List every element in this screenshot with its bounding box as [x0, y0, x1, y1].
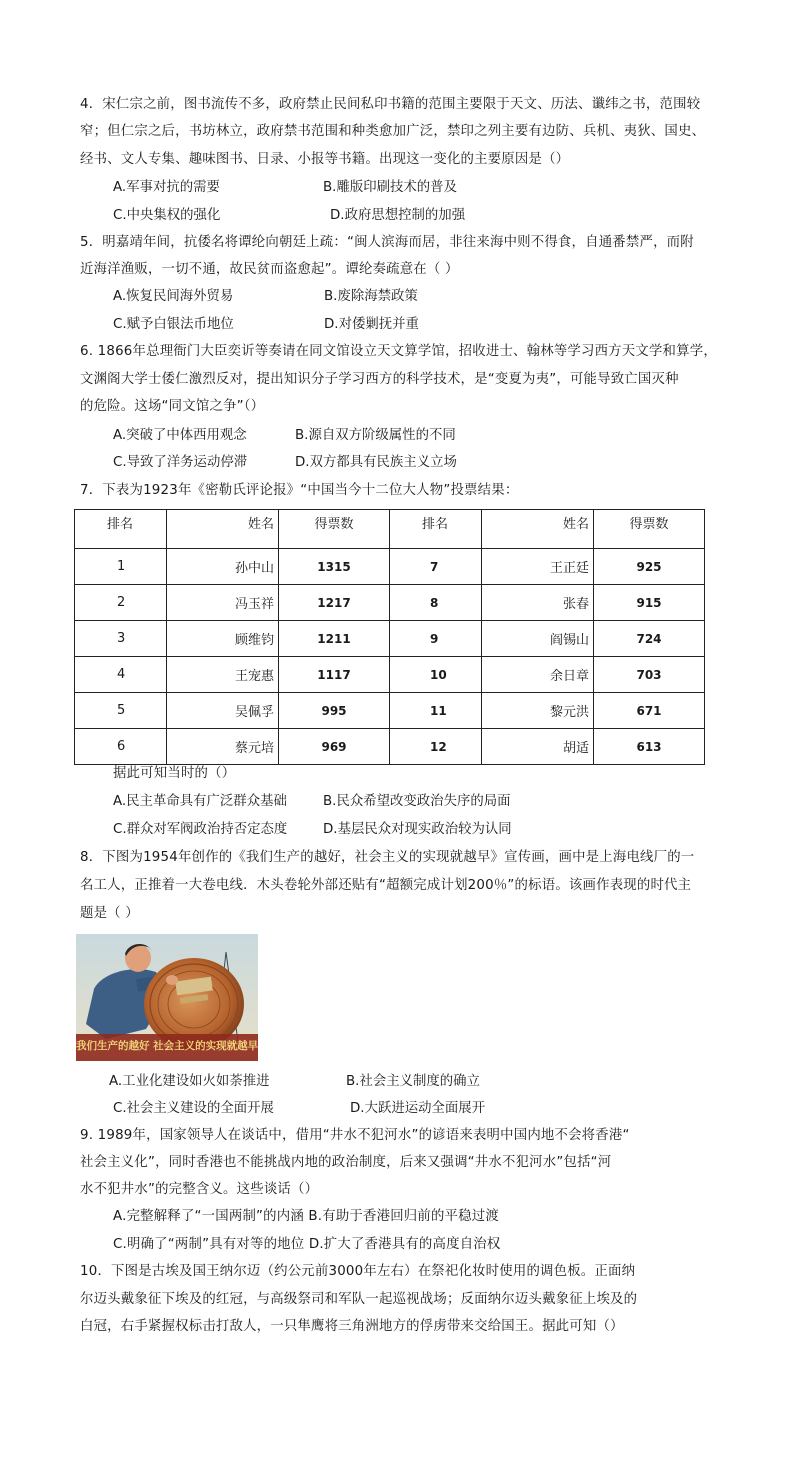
- q7-option-d: D.基层民众对现实政治较为认同: [323, 822, 512, 837]
- rank-cell: 9: [390, 621, 482, 657]
- rank-cell: 8: [390, 585, 482, 621]
- q7-intro: 7．下表为1923年《密勒氏评论报》“中国当今十二位大人物”投票结果：: [80, 483, 519, 498]
- name-cell: 阎锡山: [482, 621, 594, 657]
- q5-option-c: C.赋予白银法币地位: [113, 317, 234, 332]
- q7-option-b: B.民众希望改变政治失序的局面: [323, 794, 511, 809]
- q4-option-d: D.政府思想控制的加强: [330, 208, 466, 223]
- rank-cell: 3: [75, 621, 167, 657]
- rank-cell: 11: [390, 693, 482, 729]
- q4-line-2: 窄；但仁宗之后，书坊林立，政府禁书范围和种类愈加广泛，禁印之列主要有边防、兵机、夷狄、国史、: [80, 124, 706, 139]
- q6-line-1: 6. 1866年总理衙门大臣奕䜣等奏请在同文馆设立天文算学馆，招收进士、翰林等学习西方天文学和算学，: [80, 344, 717, 359]
- q10-line-2: 尔迈头戴象征下埃及的红冠，与高级祭司和军队一起巡视战场；反面纳尔迈头戴象征上埃及的: [80, 1292, 638, 1307]
- rank-cell: 10: [390, 657, 482, 693]
- votes-cell: 1315: [279, 549, 390, 585]
- q8-option-b: B.社会主义制度的确立: [346, 1074, 480, 1089]
- table-row: [75, 585, 705, 621]
- name-cell: 孙中山: [167, 549, 279, 585]
- q7-option-c: C.群众对军阀政治持否定态度: [113, 822, 288, 837]
- q6-line-3: 的危险。这场“同文馆之争”（）: [80, 399, 265, 414]
- header-votes-2: 得票数: [594, 510, 705, 549]
- votes-cell: 724: [594, 621, 705, 657]
- votes-cell: 703: [594, 657, 705, 693]
- rank-cell: 7: [390, 549, 482, 585]
- q5-option-d: D.对倭剿抚并重: [324, 317, 419, 332]
- q8-line-3: 题是（ ）: [80, 906, 139, 921]
- name-cell: 蔡元培: [167, 729, 279, 765]
- table-row: [75, 729, 705, 765]
- q6-option-c: C.导致了洋务运动停滞: [113, 455, 248, 470]
- header-rank: 排名: [75, 510, 167, 549]
- votes-cell: 1211: [279, 621, 390, 657]
- poster-caption: 我们生产的越好 社会主义的实现就越早: [76, 1040, 258, 1052]
- q6-option-b: B.源自双方阶级属性的不同: [295, 428, 456, 443]
- header-votes: 得票数: [279, 510, 390, 549]
- votes-cell: 969: [279, 729, 390, 765]
- rank-cell: 5: [75, 693, 167, 729]
- q4-option-a: A.军事对抗的需要: [113, 180, 220, 195]
- name-cell: 余日章: [482, 657, 594, 693]
- q5-option-a: A.恢复民间海外贸易: [113, 289, 234, 304]
- q5-line-2: 近海洋渔贩，一切不通，故民贫而盗愈起”。谭纶奏疏意在（ ）: [80, 262, 459, 277]
- q4-line-1: 4．宋仁宗之前，图书流传不多，政府禁止民间私印书籍的范围主要限于天文、历法、谶纬之书，范围较: [80, 97, 701, 112]
- propaganda-poster-image: [76, 934, 258, 1061]
- name-cell: 王宠惠: [167, 657, 279, 693]
- table-header-row: [75, 510, 705, 549]
- name-cell: 吴佩孚: [167, 693, 279, 729]
- name-cell: 顾维钧: [167, 621, 279, 657]
- q5-line-1: 5．明嘉靖年间，抗倭名将谭纶向朝廷上疏：“闽人滨海而居，非往来海中则不得食，自通番禁严，而附: [80, 235, 694, 250]
- q8-option-c: C.社会主义建设的全面开展: [113, 1101, 274, 1116]
- rank-cell: 2: [75, 585, 167, 621]
- name-cell: 冯玉祥: [167, 585, 279, 621]
- name-cell: 黎元洪: [482, 693, 594, 729]
- table-row: [75, 657, 705, 693]
- vote-results-table: [74, 509, 705, 765]
- rank-cell: 1: [75, 549, 167, 585]
- header-name: 姓名: [167, 510, 279, 549]
- q6-line-2: 文渊阁大学士倭仁激烈反对，提出知识分子学习西方的科学技术，是“变夏为夷”，可能导致亡国灭种: [80, 372, 679, 387]
- q6-option-d: D.双方都具有民族主义立场: [295, 455, 457, 470]
- q9-line-1: 9. 1989年，国家领导人在谈话中，借用“井水不犯河水”的谚语来表明中国内地不会将香港“: [80, 1128, 630, 1143]
- votes-cell: 995: [279, 693, 390, 729]
- header-rank-2: 排名: [390, 510, 482, 549]
- q4-line-3: 经书、文人专集、趣味图书、日录、小报等书籍。出现这一变化的主要原因是（）: [80, 152, 570, 167]
- q6-option-a: A.突破了中体西用观念: [113, 428, 247, 443]
- q4-option-c: C.中央集权的强化: [113, 208, 221, 223]
- q7-option-a: A.民主革命具有广泛群众基础: [113, 794, 287, 809]
- name-cell: 胡适: [482, 729, 594, 765]
- votes-cell: 1217: [279, 585, 390, 621]
- rank-cell: 4: [75, 657, 167, 693]
- q8-line-2: 名工人，正推着一大卷电线．木头卷轮外部还贴有“超额完成计划200％”的标语。该画作表现的时代主: [80, 878, 692, 893]
- q9-line-3: 水不犯井水”的完整含义。这些谈话（）: [80, 1182, 319, 1197]
- q10-line-3: 白冠，右手紧握权标击打敌人，一只隼鹰将三角洲地方的俘虏带来交给国王。据此可知（）: [80, 1319, 624, 1334]
- q5-option-b: B.废除海禁政策: [324, 289, 418, 304]
- q7-question: 据此可知当时的（）: [113, 766, 236, 781]
- q8-line-1: 8．下图为1954年创作的《我们生产的越好，社会主义的实现就越早》宣传画，画中是上海电线厂的一: [80, 850, 695, 865]
- table-row: [75, 693, 705, 729]
- rank-cell: 6: [75, 729, 167, 765]
- name-cell: 张春: [482, 585, 594, 621]
- q8-option-a: A.工业化建设如火如荼推进: [109, 1074, 270, 1089]
- votes-cell: 925: [594, 549, 705, 585]
- q8-option-d: D.大跃进运动全面展开: [350, 1101, 486, 1116]
- rank-cell: 12: [390, 729, 482, 765]
- votes-cell: 1117: [279, 657, 390, 693]
- votes-cell: 613: [594, 729, 705, 765]
- q9-options-row-2: C.明确了“两制”具有对等的地位 D.扩大了香港具有的高度自治权: [113, 1237, 501, 1252]
- header-name-2: 姓名: [482, 510, 594, 549]
- q9-line-2: 社会主义化”，同时香港也不能挑战内地的政治制度，后来又强调“井水不犯河水”包括“河: [80, 1155, 612, 1170]
- votes-cell: 671: [594, 693, 705, 729]
- q10-line-1: 10．下图是古埃及国王纳尔迈（约公元前3000年左右）在祭祀化妆时使用的调色板。正面纳: [80, 1264, 636, 1279]
- q9-options-row-1: A.完整解释了“一国两制”的内涵 B.有助于香港回归前的平稳过渡: [113, 1209, 499, 1224]
- q4-option-b: B.雕版印刷技术的普及: [323, 180, 457, 195]
- table-row: [75, 549, 705, 585]
- name-cell: 王正廷: [482, 549, 594, 585]
- votes-cell: 915: [594, 585, 705, 621]
- table-row: [75, 621, 705, 657]
